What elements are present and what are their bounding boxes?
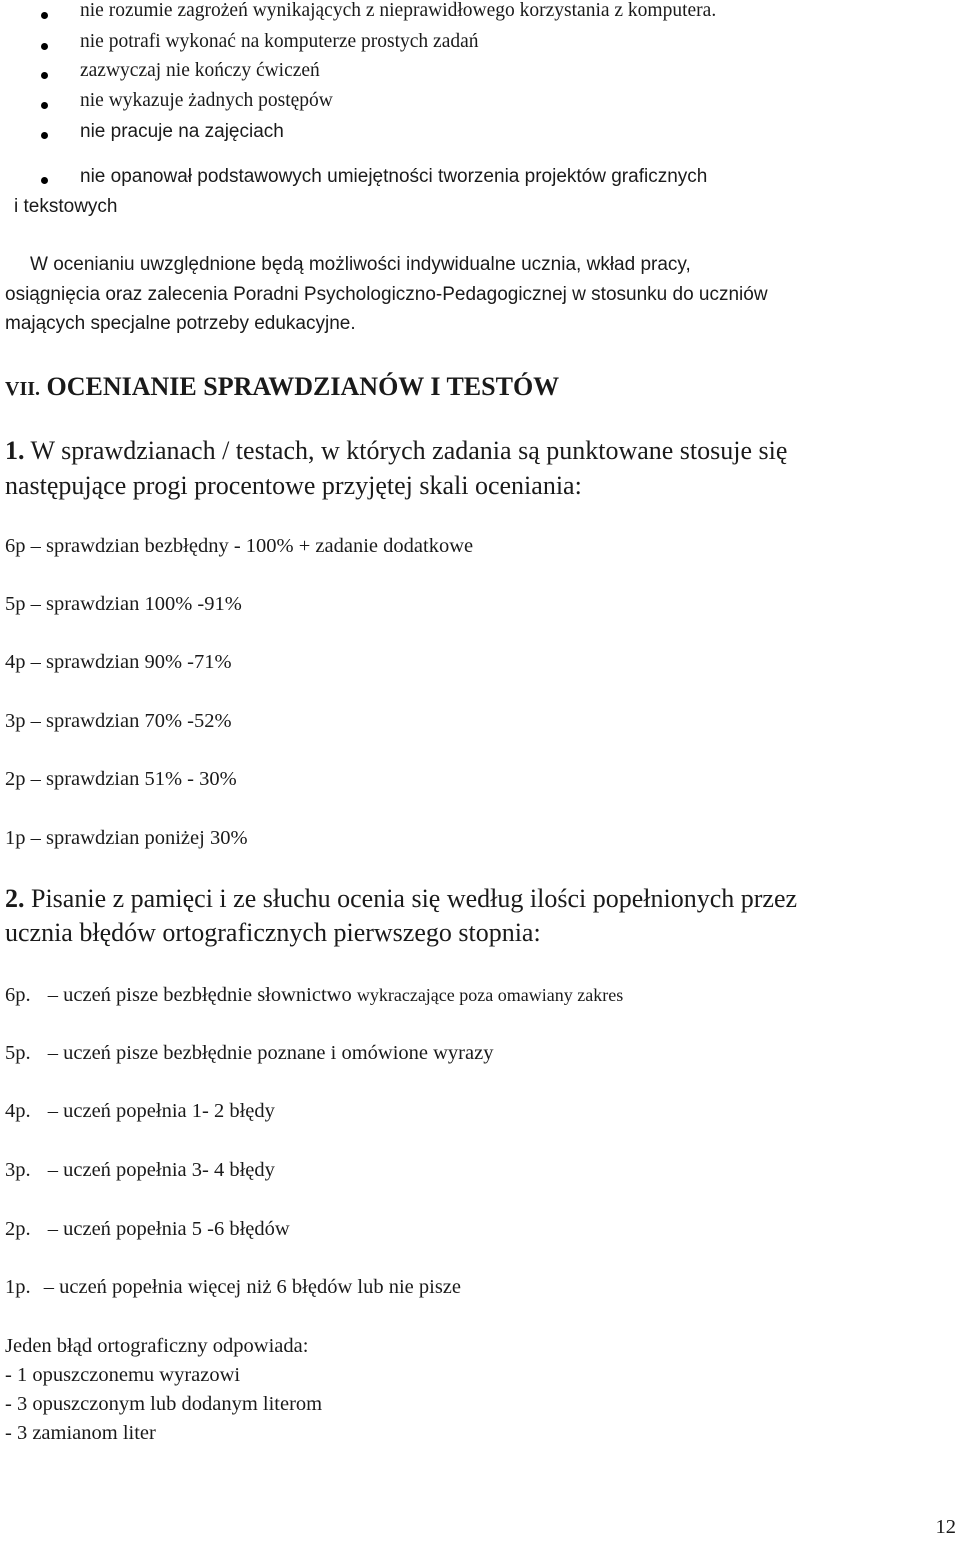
spelling-grade-row: [5, 984, 623, 1007]
grade-threshold: 4p – sprawdzian 90% -71%: [5, 651, 232, 673]
spelling-grade-row: [5, 1042, 493, 1065]
bullet-item: nie opanował podstawowych umiejętności tworzenia projektów graficznych: [80, 166, 708, 187]
bullet-item: nie potrafi wykonać na komputerze prostych zadań: [80, 31, 479, 52]
paragraph-line: mających specjalne potrzeby edukacyjne.: [5, 313, 356, 334]
point-2-line: ucznia błędów ortograficznych pierwszego stopnia:: [5, 918, 541, 947]
bullet-icon: [41, 102, 48, 109]
grade-description: – uczeń popełnia 1- 2 błędy: [47, 1100, 275, 1122]
bullet-item: zazwyczaj nie kończy ćwiczeń: [80, 60, 320, 81]
spelling-grade-row: [5, 1276, 461, 1299]
grade-description: – uczeń pisze bezbłędnie słownictwo: [47, 984, 352, 1006]
grade-label: 3p.: [5, 1159, 31, 1181]
bullet-item: nie rozumie zagrożeń wynikających z nieprawidłowego korzystania z komputera.: [80, 0, 717, 21]
grade-label: 5p.: [5, 1042, 31, 1064]
grade-description: – uczeń pisze bezbłędnie poznane i omówione wyrazy: [47, 1042, 494, 1064]
errors-heading: Jeden błąd ortograficzny odpowiada:: [5, 1335, 309, 1357]
errors-item: - 3 opuszczonym lub dodanym literom: [5, 1393, 323, 1415]
errors-item: - 3 zamianom liter: [5, 1422, 156, 1444]
point-text: Pisanie z pamięci i ze słuchu ocenia się według ilości popełnionych przez: [31, 884, 798, 913]
grade-description-extra: wykraczające poza omawiany zakres: [356, 985, 624, 1005]
grade-threshold: 2p – sprawdzian 51% - 30%: [5, 768, 237, 790]
bullet-icon: [41, 12, 48, 19]
point-1-line: [5, 436, 787, 466]
spelling-grade-row: [5, 1100, 275, 1123]
errors-item: - 1 opuszczonemu wyrazowi: [5, 1364, 241, 1386]
grade-label: 4p.: [5, 1100, 31, 1122]
point-2-line: [5, 884, 797, 914]
grade-label: 2p.: [5, 1218, 31, 1240]
grade-threshold: 1p – sprawdzian poniżej 30%: [5, 827, 248, 849]
spelling-grade-row: [5, 1218, 290, 1241]
paragraph-line: osiągnięcia oraz zalecenia Poradni Psychologiczno-Pedagogicznej w stosunku do uczniów: [5, 284, 768, 305]
grade-threshold: 6p – sprawdzian bezbłędny - 100% + zadanie dodatkowe: [5, 535, 474, 557]
point-number: 2.: [5, 884, 25, 913]
grade-description: – uczeń popełnia więcej niż 6 błędów lub nie pisze: [43, 1276, 462, 1298]
grade-label: 6p.: [5, 984, 31, 1006]
bullet-icon: [41, 132, 48, 139]
grade-threshold: 5p – sprawdzian 100% -91%: [5, 593, 242, 615]
bullet-icon: [41, 43, 48, 50]
bullet-item: nie pracuje na zajęciach: [80, 121, 284, 142]
grade-description: – uczeń popełnia 3- 4 błędy: [47, 1159, 275, 1181]
grade-description: – uczeń popełnia 5 -6 błędów: [47, 1218, 290, 1240]
section-number: VII.: [5, 378, 41, 400]
point-number: 1.: [5, 436, 25, 465]
bullet-item-continuation: i tekstowych: [14, 196, 118, 217]
bullet-icon: [41, 177, 48, 184]
paragraph-line: W ocenianiu uwzględnione będą możliwości indywidualne ucznia, wkład pracy,: [30, 254, 691, 275]
point-1-line: następujące progi procentowe przyjętej skali oceniania:: [5, 471, 582, 500]
section-title: OCENIANIE SPRAWDZIANÓW I TESTÓW: [46, 372, 560, 401]
point-text: W sprawdzianach / testach, w których zadania są punktowane stosuje się: [30, 436, 788, 465]
grade-label: 1p.: [5, 1276, 31, 1298]
spelling-grade-row: [5, 1159, 275, 1182]
section-heading: [5, 372, 559, 402]
bullet-item: nie wykazuje żadnych postępów: [80, 90, 333, 111]
grade-threshold: 3p – sprawdzian 70% -52%: [5, 710, 232, 732]
bullet-icon: [41, 72, 48, 79]
page-number: 12: [935, 1516, 956, 1538]
